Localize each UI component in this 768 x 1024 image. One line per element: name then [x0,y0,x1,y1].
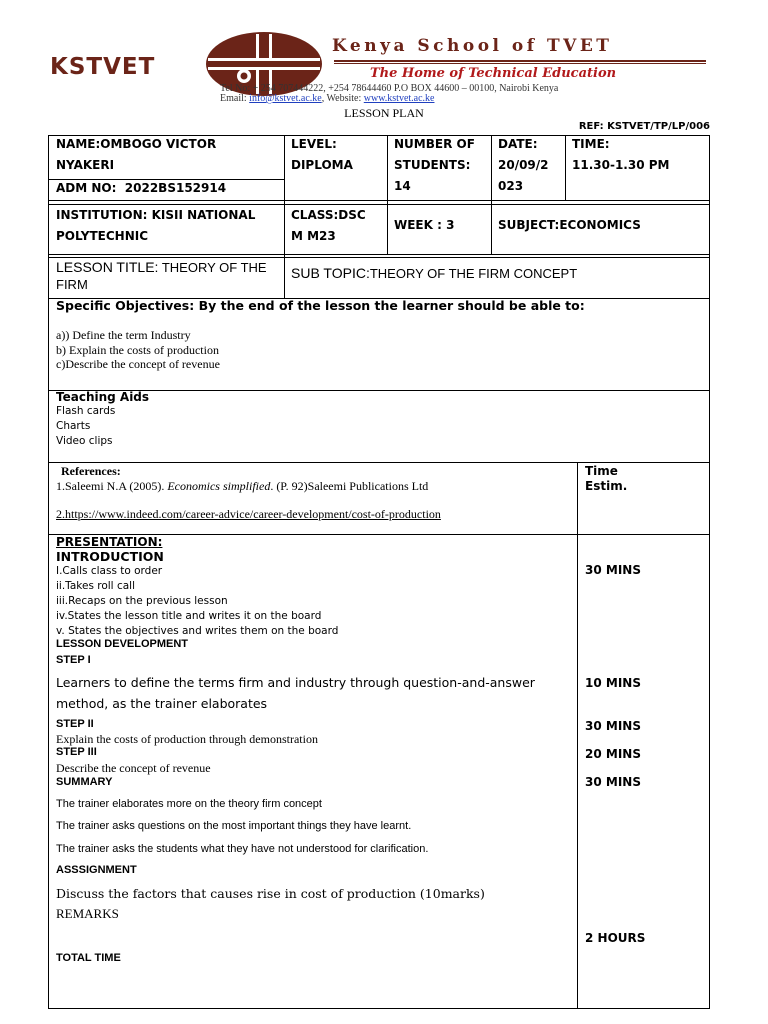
time-value: 11.30-1.30 PM [572,158,670,172]
step-1-text [56,672,535,714]
adm-cell [56,178,226,199]
name-value-line2: NYAKERI [56,158,115,172]
presentation-title: PRESENTATION: [56,535,163,549]
level-value: DIPLOMA [291,158,353,172]
intro-item: iii.Recaps on the previous lesson [56,595,228,607]
objective-item: b) Explain the costs of production [56,342,219,357]
step-1-text-line2: method, as the trainer elaborates [56,696,268,711]
logo-text: KSTVET [50,54,156,80]
summary-item: The trainer elaborates more on the theory firm concept [56,798,322,810]
objective-item: a)) Define the term Industry [56,328,191,342]
remarks-title: REMARKS [56,906,119,921]
column-divider [284,135,285,298]
week-cell: WEEK : 3 [394,218,455,232]
assignment-text: Discuss the factors that causes rise in cost of production (10marks) [56,886,485,901]
objectives-list [56,328,220,372]
assignment-title: ASSSIGNMENT [56,864,137,876]
reference-1-author: 1.Saleemi N.A (2005). [56,479,168,493]
objectives-title: Specific Objectives: By the end of the lesson the learner should be able to: [56,298,585,313]
reference-2-link[interactable]: 2.https://www.indeed.com/career-advice/career-development/cost-of-production [56,507,441,521]
time-cell [572,134,669,176]
lesson-title-label: LESSON TITLE: [56,259,159,275]
class-line1: CLASS:DSC [291,208,366,222]
adm-value: 2022BS152914 [124,181,227,195]
level-label: LEVEL: [291,137,337,151]
date-cell [498,134,549,197]
intro-time: 30 MINS [585,563,641,577]
lesson-title-line1: THEORY OF THE [158,260,267,275]
lesson-title-line2: FIRM [56,277,88,292]
intro-item: iv.States the lesson title and writes it on the board [56,610,322,622]
reference-1-title: Economics simplified [167,479,271,493]
intro-item: I.Calls class to order [56,565,163,577]
step-3-label: STEP III [56,746,97,758]
intro-item: v. States the objectives and writes them on the board [56,625,339,637]
row-divider [48,462,710,463]
lesson-title-cell [56,259,267,293]
time-estimate-header [585,464,627,494]
introduction-list [56,564,338,639]
school-tagline: The Home of Technical Education [370,66,617,81]
date-value-line2: 023 [498,179,524,193]
level-cell [291,134,353,176]
sub-topic-value: THEORY OF THE FIRM CONCEPT [369,266,578,281]
step-3-time: 20 MINS [585,747,641,761]
column-divider [387,135,388,254]
sub-topic-cell [291,263,577,284]
reference-1-publisher: . (P. 92)Saleemi Publications Ltd [270,479,429,493]
students-label-line2: STUDENTS: [394,158,471,172]
institution-line1: INSTITUTION: KISII NATIONAL [56,208,256,222]
adm-label: ADM NO: [56,181,117,195]
summary-title: SUMMARY [56,776,113,788]
name-value-line1: OMBOGO VICTOR [100,137,217,151]
email-link[interactable]: info@kstvet.ac.ke [249,93,322,104]
header-rule [334,60,706,62]
institution-cell [56,205,255,247]
column-divider [577,462,578,1009]
teaching-aid-item: Flash cards [56,405,116,417]
reference-code: REF: KSTVET/TP/LP/006 [578,121,710,132]
references-title: References: [61,464,121,478]
header-rule-thin [334,63,706,64]
row-divider [48,257,710,258]
summary-time: 30 MINS [585,775,641,789]
email-label: Email: [220,93,250,104]
step-2-label: STEP II [56,718,94,730]
institution-line2: POLYTECHNIC [56,229,149,243]
class-line2: M M23 [291,229,336,243]
column-divider [565,135,566,200]
school-name: Kenya School of TVET [332,36,613,56]
time-label: TIME: [572,137,610,151]
sub-topic-label: SUB TOPIC: [291,265,370,281]
summary-item: The trainer asks questions on the most important things they have learnt. [56,820,412,832]
name-label: NAME: [56,137,101,151]
total-time-label: TOTAL TIME [56,952,121,964]
subject-cell: SUBJECT:ECONOMICS [498,218,641,232]
class-cell [291,205,366,247]
row-divider [48,254,710,255]
objective-item: c)Describe the concept of revenue [56,357,220,371]
teaching-aids-title: Teaching Aids [56,390,150,404]
column-divider [491,135,492,254]
students-value: 14 [394,179,411,193]
step-2-text: Explain the costs of production through demonstration [56,732,318,746]
step-1-label: STEP I [56,654,91,666]
website-label: , Website: [321,93,364,104]
email-website-line [220,93,434,104]
students-cell [394,134,475,197]
teaching-aid-item: Video clips [56,435,113,447]
total-time-value: 2 HOURS [585,931,646,945]
teaching-aid-item: Charts [56,420,91,432]
step-1-time: 10 MINS [585,676,641,690]
teaching-aids-list [56,404,115,449]
introduction-title: INTRODUCTION [56,549,164,564]
date-label: DATE: [498,137,538,151]
document-title: LESSON PLAN [344,106,424,120]
reference-2 [56,507,441,522]
row-divider [48,200,710,201]
date-value-line1: 20/09/2 [498,158,549,172]
contact-line: Tel No: + 254 707444222, +254 78644460 P.O BOX 44600 – 00100, Nairobi Kenya [220,83,559,94]
students-label-line1: NUMBER OF [394,137,475,151]
intro-item: ii.Takes roll call [56,580,135,592]
step-3-text: Describe the concept of revenue [56,761,211,775]
step-1-text-line1: Learners to define the terms firm and industry through question-and-answer [56,675,535,690]
lesson-development-title: LESSON DEVELOPMENT [56,638,189,650]
step-2-time: 30 MINS [585,719,641,733]
name-cell [56,134,216,176]
time-header-line1: Time [585,464,618,478]
reference-1 [56,479,428,494]
website-link[interactable]: www.kstvet.ac.ke [363,93,435,104]
summary-item: The trainer asks the students what they have not understood for clarification. [56,843,429,855]
time-header-line2: Estim. [585,479,628,493]
letterhead [50,26,710,106]
